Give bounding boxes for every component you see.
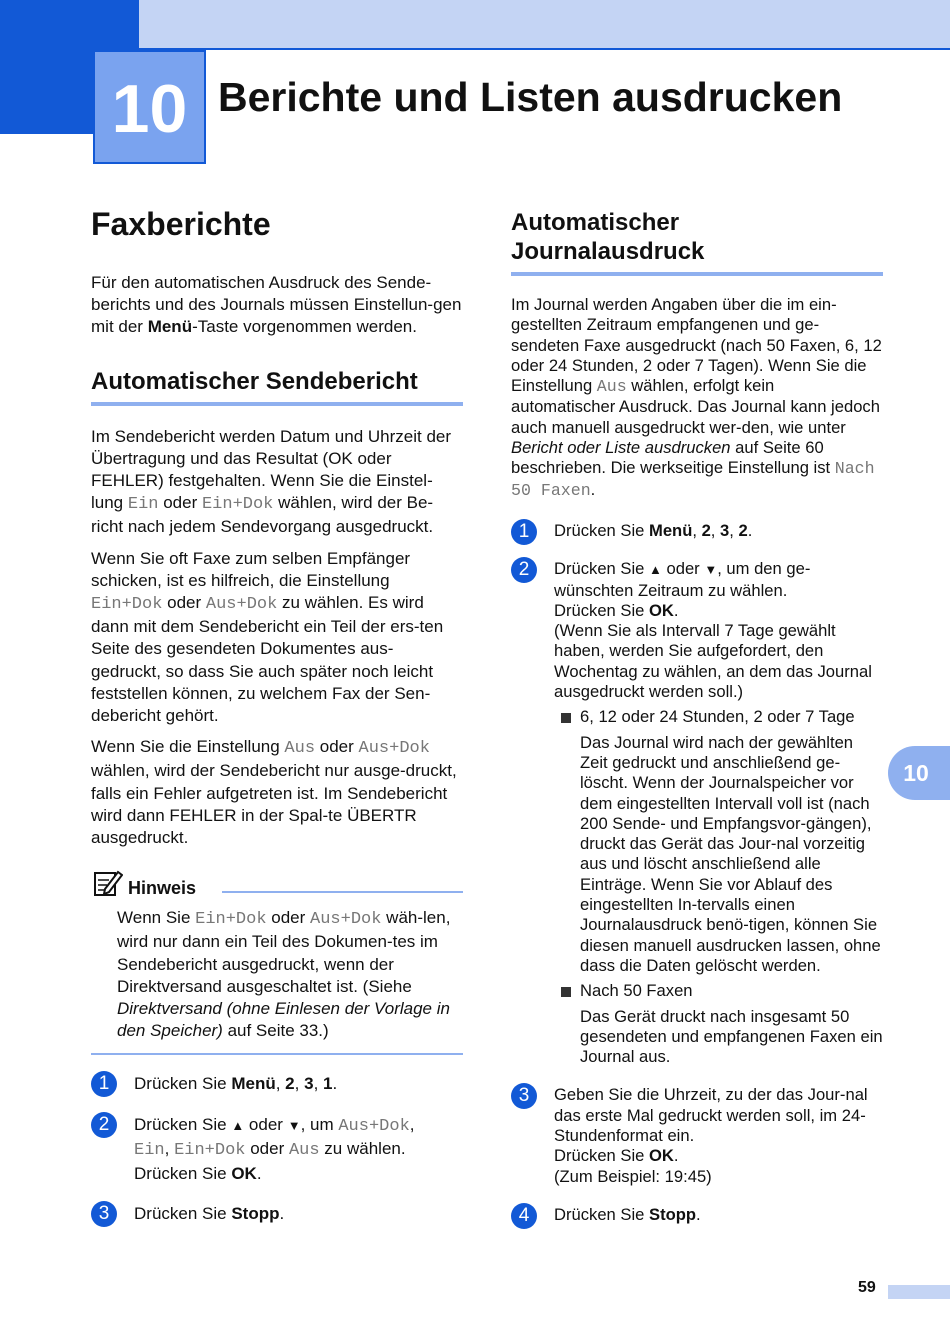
chapter-side-tab: 10 <box>888 746 950 800</box>
sendebericht-paragraph-1: Im Sendebericht werden Datum und Uhrzeit der Übertragung und das Resultat (OK oder FEHLER) festgehalten. Wenn Sie die Einstel-lung Ein oder Ein+Dok wählen, wird der Be-richt nach jedem Sendevorgang ausgedruckt. <box>91 426 452 537</box>
right-step-4: 4 Drücken Sie Stopp. <box>511 1205 883 1225</box>
section-title: Faxberichte <box>91 206 271 242</box>
journal-paragraph: Im Journal werden Angaben über die im ein-gestellten Zeitraum empfangenen und ge-sendeten Faxe ausgedruckt (nach 50 Faxen, 6, 12 oder 24 Stunden, 2 oder 7 Tagen). Wenn Sie die Einstellung Aus wählen, erfolgt kein automatischer Ausdruck. Das Journal kann jedoch auch manuell ausgedruckt wer-den, wie unter Bericht oder Liste ausdrucken auf Seite 60 beschrieben. Die werkseitige Einstellung ist Nach 50 Faxen. <box>511 295 882 500</box>
bullet-square-icon <box>561 713 571 723</box>
subsection-title-sendebericht: Automatischer Sendebericht <box>91 367 463 406</box>
step-number-badge: 2 <box>511 557 537 583</box>
bullet-square-icon <box>561 987 571 997</box>
up-arrow-icon: ▲ <box>231 1117 245 1133</box>
up-arrow-icon: ▲ <box>649 562 662 578</box>
bullet-item-50-faxen: Nach 50 Faxen <box>554 981 883 1001</box>
step-number-badge: 1 <box>511 519 537 545</box>
right-column <box>511 200 883 1225</box>
bullet-item-interval: 6, 12 oder 24 Stunden, 2 oder 7 Tage <box>554 707 883 727</box>
intro-paragraph: Für den automatischen Ausdruck des Sende-berichts und des Journals müssen Einstellun-gen mit der Menü-Taste vorgenommen werden. <box>91 273 462 337</box>
step-number-badge: 1 <box>91 1071 117 1097</box>
header-rule <box>139 48 950 50</box>
note-rule <box>222 891 463 893</box>
bullet-body-interval: Das Journal wird nach der gewählten Zeit gedruckt und anschließend ge-löscht. Wenn der Journalspeicher vor dem eingestellten Intervall voll ist (nach 200 Sende- und Empfangsvor-gängen), druckt das Gerät das Jour-nal vorzeitig aus und löscht anschließend alle Einträge. Wenn Sie vor Ablauf des eingestellten In-tervalls einen Journalausdruck benö-tigen, können Sie diesen manuell ausdrucken lassen, ohne dass die Daten gelöscht werden. <box>580 732 881 975</box>
header-band-light <box>139 0 950 48</box>
note-bottom-rule <box>91 1053 463 1055</box>
step-number-badge: 2 <box>91 1112 117 1138</box>
left-step-2: 2 Drücken Sie ▲ oder ▼, um Aus+Dok, Ein, Ein+Dok oder Aus zu wählen. Drücken Sie OK. <box>91 1114 463 1186</box>
right-step-1: 1 Drücken Sie Menü, 2, 3, 2. <box>511 521 883 541</box>
step-number-badge: 4 <box>511 1203 537 1229</box>
chapter-number: 10 <box>93 50 206 164</box>
note-pencil-icon <box>93 869 123 897</box>
note-body: Wenn Sie Ein+Dok oder Aus+Dok wäh-len, wird nur dann ein Teil des Dokumen-tes im Sendebericht ausgedruckt, wenn der Direktversand ausgeschaltet ist. (Siehe Direktversand (ohne Einlesen der Vorlage in den Speicher) auf Seite 33.) <box>117 908 451 1041</box>
note-link[interactable]: Direktversand (ohne Einlesen der Vorlage in den Speicher) <box>117 999 450 1041</box>
note-header <box>91 869 463 903</box>
page-number-bar <box>888 1285 950 1299</box>
chapter-title: Berichte und Listen ausdrucken <box>218 74 843 120</box>
step-number-badge: 3 <box>91 1201 117 1227</box>
right-step-3: 3 Geben Sie die Uhrzeit, zu der das Jour-nal das erste Mal gedruckt werden soll, im 24-Stundenformat ein. Drücken Sie OK. (Zum Beispiel: 19:45) <box>511 1085 883 1186</box>
page-number: 59 <box>858 1279 876 1296</box>
note-label: Hinweis <box>128 878 197 899</box>
left-step-1: 1 Drücken Sie Menü, 2, 3, 1. <box>91 1073 463 1096</box>
down-arrow-icon: ▼ <box>704 562 718 578</box>
right-step-2: 2 Drücken Sie ▲ oder ▼, um den ge-wünschten Zeitraum zu wählen. Drücken Sie OK. (Wenn Sie als Intervall 7 Tage gewählt haben, werden Sie aufgefordert, den Wochentag zu wählen, an dem das Journal ausgedruckt werden soll.) 6, 12 oder 24 Stunden, 2 oder 7 Tage Das Journal wird nach der gewählten Zeit gedruckt und anschließend ge-löscht. Wenn der Journalspeicher vor dem eingestellten Intervall voll ist (nach 200 Sende- und Empfangsvor-gängen), druckt das Gerät das Jour-nal vorzeitig aus und löscht anschließend alle Einträge. Wenn Sie vor Ablauf des eingestellten In-tervalls einen Journalausdruck benö-tigen, können Sie diesen manuell ausdrucken lassen, ohne dass die Daten gelöscht werden. Nach 50 Faxen Das Gerät druckt nach insgesamt 50 gesendeten und empfangenen Faxen ein Journal aus. <box>511 559 883 1067</box>
left-step-3: 3 Drücken Sie Stopp. <box>91 1203 463 1226</box>
step-number-badge: 3 <box>511 1083 537 1109</box>
sendebericht-paragraph-2: Wenn Sie oft Faxe zum selben Empfänger schicken, ist es hilfreich, die Einstellung Ein+Dok oder Aus+Dok zu wählen. Es wird dann mit dem Sendebericht ein Teil der ers-ten Seite des gesendeten Dokumentes aus-gedruckt, so dass Sie auch später noch leicht feststellen können, zu welchem Fax der Sen-debericht gehört. <box>91 548 444 726</box>
sendebericht-paragraph-3: Wenn Sie die Einstellung Aus oder Aus+Dok wählen, wird der Sendebericht nur ausge-druckt, falls ein Fehler aufgetreten ist. Im Sendebericht wird dann FEHLER in der Spal-te ÜBERTR ausgedruckt. <box>91 737 457 848</box>
subsection-title-journal: Automatischer Journalausdruck <box>511 208 883 276</box>
down-arrow-icon: ▼ <box>287 1117 301 1133</box>
left-column <box>91 200 463 1226</box>
bullet-body-50-faxen: Das Gerät druckt nach insgesamt 50 gesendeten und empfangenen Faxen ein Journal aus. <box>580 1006 883 1067</box>
journal-link[interactable]: Bericht oder Liste ausdrucken <box>511 438 731 458</box>
